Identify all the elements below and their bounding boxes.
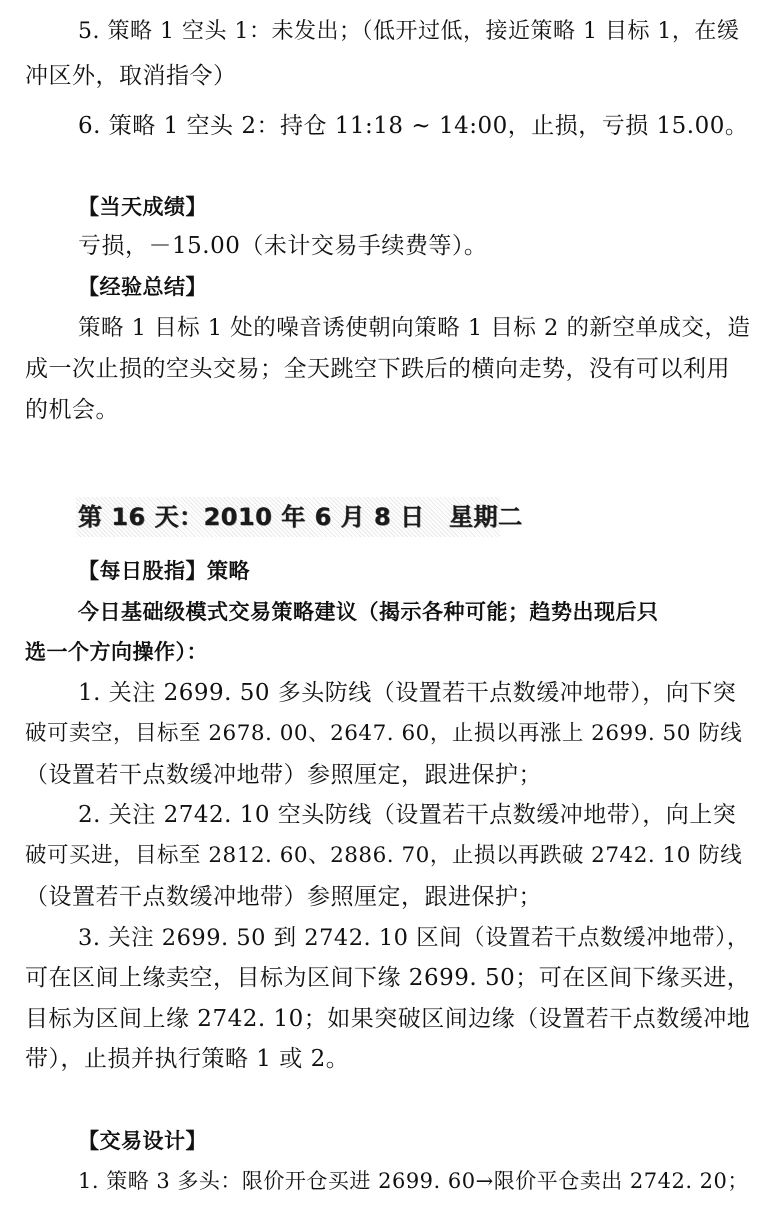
strategy-2-line-3: （设置若干点数缓冲地带）参照厘定，跟进保护； <box>25 884 542 910</box>
strategy-3-line-2: 可在区间上缘卖空，目标为区间下缘 2699. 50；可在区间下缘买进， <box>25 965 751 991</box>
strategy-2-line-2: 破可买进，目标至 2812. 60、2886. 70，止损以再跌破 2742. 10 防线 <box>25 843 743 868</box>
trade-design-line-1: 1. 策略 3 多头：限价开仓买进 2699. 60→限价平仓卖出 2742. 20； <box>78 1169 749 1193</box>
strategy-2-line-1: 2. 关注 2742. 10 空头防线（设置若干点数缓冲地带），向上突 <box>78 802 737 828</box>
section-heading-index: 【每日股指】策略 <box>78 559 250 583</box>
section-heading-summary: 【经验总结】 <box>78 275 207 299</box>
strategy-3-line-3: 目标为区间上缘 2742. 10；如果突破区间边缘（设置若干点数缓冲地 <box>25 1006 751 1032</box>
section-heading-trade-design: 【交易设计】 <box>78 1129 207 1153</box>
summary-line-1: 策略 1 目标 1 处的噪音诱使朝向策略 1 目标 2 的新空单成交，造 <box>78 315 751 341</box>
strategy-1-line-2: 破可卖空，目标至 2678. 00、2647. 60，止损以再涨上 2699. 50 防线 <box>25 721 743 746</box>
summary-line-2: 成一次止损的空头交易；全天跳空下跌后的横向走势，没有可以利用 <box>25 356 730 382</box>
strategy-3-line-1: 3. 关注 2699. 50 到 2742. 10 区间（设置若干点数缓冲地带）， <box>78 925 750 951</box>
strategy-intro-line-2: 选一个方向操作）： <box>25 640 208 664</box>
paragraph-line-short-2: 6. 策略 1 空头 2：持仓 11:18 ~ 14:00，止损，亏损 15.00。 <box>78 113 749 139</box>
day-heading: 第 16 天：2010 年 6 月 8 日 星期二 <box>78 503 523 531</box>
section-heading-result: 【当天成绩】 <box>78 195 207 219</box>
strategy-1-line-3: （设置若干点数缓冲地带）参照厘定，跟进保护； <box>25 762 542 788</box>
strategy-1-line-1: 1. 关注 2699. 50 多头防线（设置若干点数缓冲地带），向下突 <box>78 680 737 706</box>
strategy-intro-line-1: 今日基础级模式交易策略建议（揭示各种可能；趋势出现后只 <box>78 600 659 624</box>
result-text: 亏损，－15.00（未计交易手续费等）。 <box>78 233 488 259</box>
summary-line-3: 的机会。 <box>25 397 119 423</box>
paragraph-line-short-1: 5. 策略 1 空头 1：未发出；（低开过低，接近策略 1 目标 1，在缓 <box>78 19 740 44</box>
strategy-3-line-4: 带），止损并执行策略 1 或 2。 <box>25 1046 350 1072</box>
paragraph-line-short-1-cont: 冲区外，取消指令） <box>25 63 237 89</box>
